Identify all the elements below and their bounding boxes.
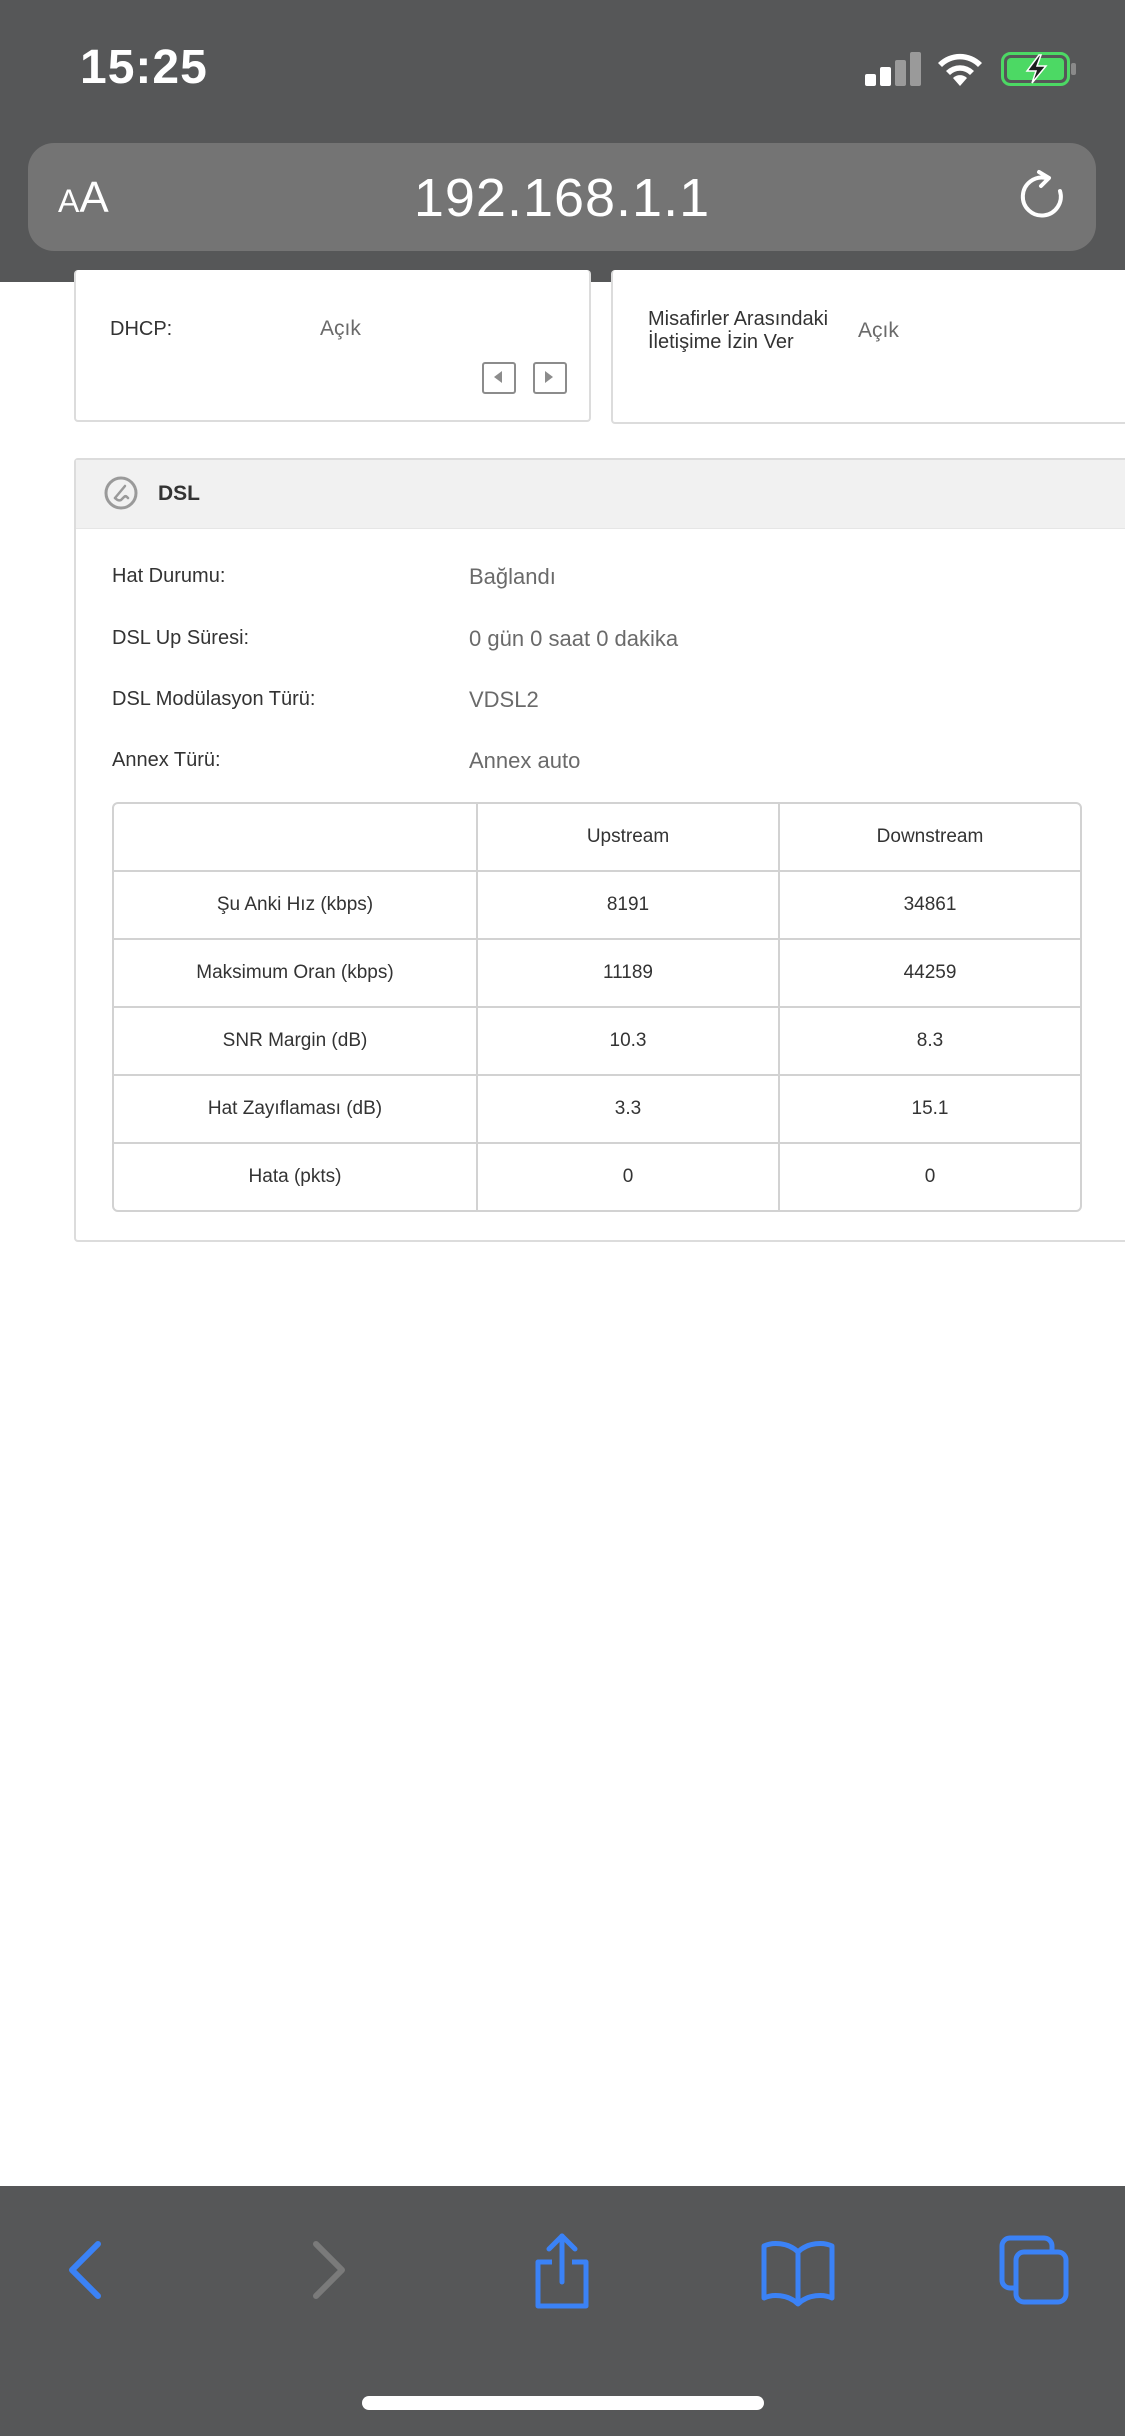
url-text[interactable]: 192.168.1.1 (413, 168, 711, 228)
reader-text-size-button[interactable]: AA (58, 173, 109, 222)
bookmarks-icon[interactable] (758, 2230, 838, 2310)
forward-icon[interactable] (288, 2230, 368, 2310)
dhcp-value: Açık (320, 317, 361, 340)
table-row (114, 1143, 1080, 1210)
dsl-modulation-value: VDSL2 (469, 687, 539, 712)
browser-top-chrome (0, 0, 1125, 282)
table-cell: 15.1 (779, 1075, 1080, 1143)
table-header-cell (114, 804, 477, 871)
reload-icon[interactable] (1016, 169, 1072, 225)
table-cell: Hat Zayıflaması (dB) (114, 1075, 477, 1143)
dsl-header (76, 460, 1125, 529)
address-bar[interactable] (28, 143, 1096, 251)
battery-charging-icon (1001, 52, 1077, 86)
caret-left-icon (492, 370, 504, 384)
table-cell: Hata (pkts) (114, 1143, 477, 1210)
annex-type-value: Annex auto (469, 748, 581, 773)
dsl-uptime-value: 0 gün 0 saat 0 dakika (469, 626, 679, 651)
dsl-modulation-label: DSL Modülasyon Türü: (112, 688, 316, 710)
dsl-uptime-label: DSL Up Süresi: (112, 627, 250, 649)
cellular-signal-icon (865, 52, 921, 86)
table-cell: 0 (477, 1143, 779, 1210)
table-cell: Maksimum Oran (kbps) (114, 939, 477, 1007)
dhcp-label: DHCP: (110, 318, 173, 340)
table-header-cell: Downstream (779, 804, 1080, 871)
table-cell: 8.3 (779, 1007, 1080, 1075)
dsl-card (74, 458, 1125, 1242)
dsl-title: DSL (158, 482, 200, 505)
next-page-button[interactable] (533, 362, 567, 394)
table-cell: Şu Anki Hız (kbps) (114, 871, 477, 939)
guest-isolation-card (611, 270, 1125, 424)
back-icon[interactable] (46, 2230, 126, 2310)
table-row (114, 1007, 1080, 1075)
table-cell: 0 (779, 1143, 1080, 1210)
status-time: 15:25 (80, 41, 208, 94)
table-cell: 44259 (779, 939, 1080, 1007)
table-cell: 3.3 (477, 1075, 779, 1143)
table-cell: SNR Margin (dB) (114, 1007, 477, 1075)
line-status-value: Bağlandı (469, 564, 556, 589)
table-cell: 34861 (779, 871, 1080, 939)
line-status-label: Hat Durumu: (112, 565, 226, 587)
table-row (114, 1075, 1080, 1143)
table-header-cell: Upstream (477, 804, 779, 871)
dhcp-card (74, 270, 591, 422)
annex-type-label: Annex Türü: (112, 749, 221, 771)
previous-page-button[interactable] (482, 362, 516, 394)
tabs-icon[interactable] (994, 2230, 1074, 2310)
guest-isolation-label: Misafirler Arasındaki İletişime İzin Ver (648, 308, 829, 353)
dsl-stats-table (112, 802, 1082, 1212)
status-icons (865, 48, 1085, 88)
table-row (114, 871, 1080, 939)
table-header-row (114, 804, 1080, 871)
table-cell: 11189 (477, 939, 779, 1007)
table-cell: 10.3 (477, 1007, 779, 1075)
caret-right-icon (543, 370, 555, 384)
table-cell: 8191 (477, 871, 779, 939)
home-indicator[interactable] (362, 2396, 764, 2410)
guest-isolation-value: Açık (858, 319, 899, 342)
table-row (114, 939, 1080, 1007)
wifi-icon (935, 48, 985, 88)
share-icon[interactable] (522, 2230, 602, 2310)
phone-icon (104, 476, 138, 510)
